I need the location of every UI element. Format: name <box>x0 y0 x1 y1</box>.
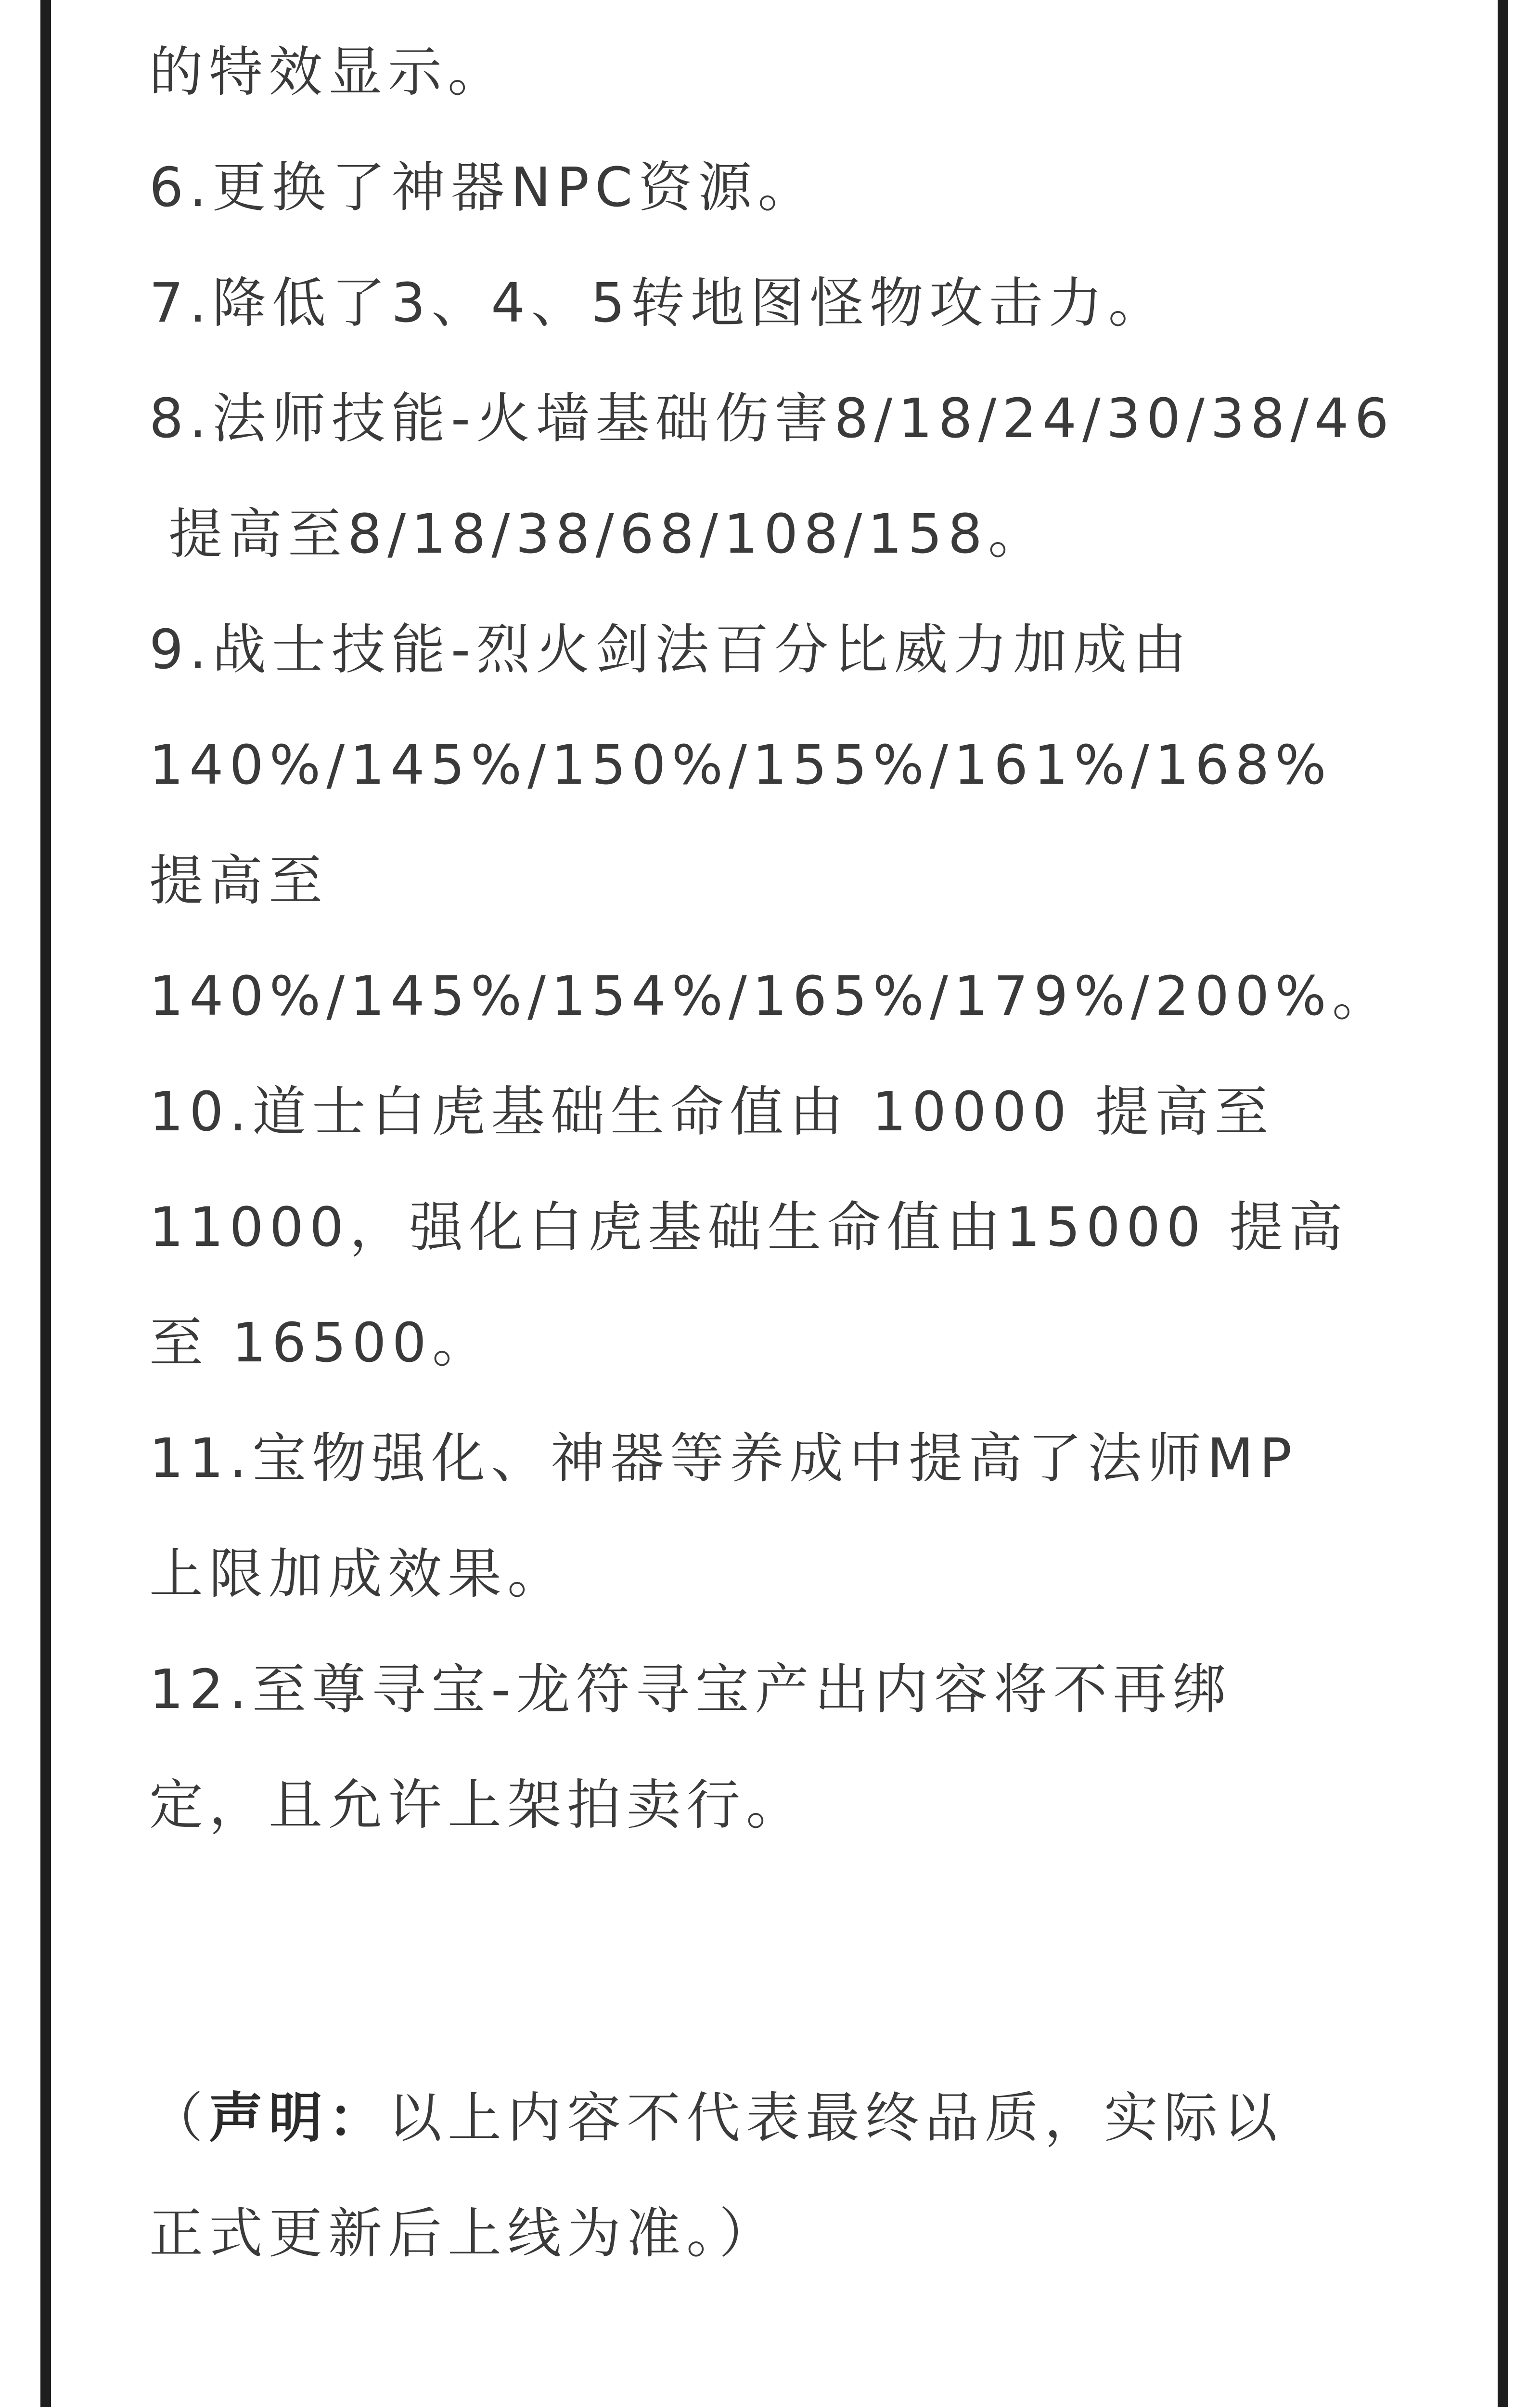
note-line: 定，且允许上架拍卖行。 <box>149 1774 806 1837</box>
note-line: 8.法师技能-火墙基础伤害8/18/24/30/38/46 <box>149 388 1395 450</box>
disclaimer-open-paren: （ <box>149 2087 209 2149</box>
note-line: 9.战士技能-烈火剑法百分比威力加成由 <box>149 619 1193 681</box>
note-line: 11000，强化白虎基础生命值由15000 提高 <box>149 1196 1349 1259</box>
disclaimer-text: 以上内容不代表最终品质，实际以 <box>388 2087 1283 2149</box>
disclaimer-label: 声明： <box>209 2087 388 2149</box>
note-line: 11.宝物强化、神器等养成中提高了法师MP <box>149 1427 1298 1490</box>
note-line: 的特效显示。 <box>149 41 507 104</box>
note-line: 至 16500。 <box>149 1312 492 1374</box>
note-line: 6.更换了神器NPC资源。 <box>149 156 818 219</box>
disclaimer-line-2: 正式更新后上线为准。） <box>149 2202 779 2265</box>
note-line: 提高至 <box>149 850 328 912</box>
frame-left-border <box>40 0 51 2407</box>
note-line: 7.降低了3、4、5转地图怪物攻击力。 <box>149 272 1168 335</box>
note-line: 140%/145%/150%/155%/161%/168% <box>149 734 1332 797</box>
note-line: 上限加成效果。 <box>149 1543 567 1605</box>
note-line: 提高至8/18/38/68/108/158。 <box>168 503 1048 566</box>
frame-right-border <box>1498 0 1508 2407</box>
disclaimer-line-1 <box>149 2084 1283 2152</box>
note-line: 12.至尊寻宝-龙符寻宝产出内容将不再绑 <box>149 1658 1232 1721</box>
note-line: 140%/145%/154%/165%/179%/200%。 <box>149 965 1392 1028</box>
note-line: 10.道士白虎基础生命值由 10000 提高至 <box>149 1081 1274 1143</box>
